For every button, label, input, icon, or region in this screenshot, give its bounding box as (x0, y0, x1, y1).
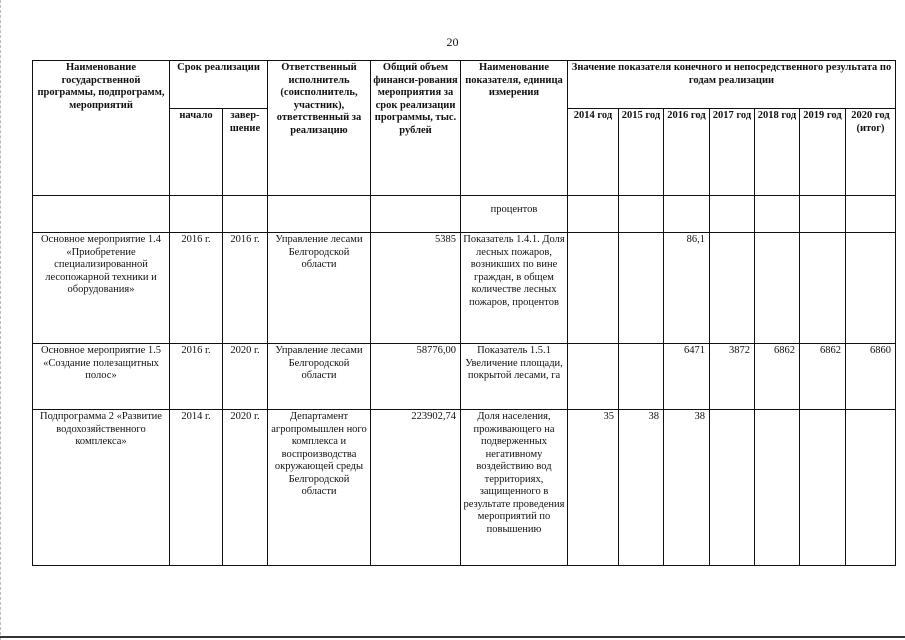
header-values-title: Значение показателя конечного и непосредственного результата по годам реализации (568, 61, 896, 109)
header-period-start: начало (170, 109, 223, 196)
row-name: Основное мероприятие 1.4 «Приобретение специализированной лесопожарной техники и оборудования» (33, 233, 170, 344)
row-value-2014: 35 (568, 410, 619, 566)
row-responsible: Департамент агропромышлен ного комплекса и воспроизводства окружающей среды Белгородской области (268, 410, 371, 566)
row-value-2020 (846, 233, 896, 344)
table-row (33, 196, 896, 233)
table-row (33, 410, 896, 566)
row-start: 2014 г. (170, 410, 223, 566)
row-start (170, 196, 223, 233)
row-value-2016: 86,1 (664, 233, 710, 344)
header-period: Срок реализации (170, 61, 268, 109)
header-financing: Общий объем финанси-рования мероприятия за срок реализации программы, тыс. рублей (371, 61, 461, 196)
row-name: Подпрограмма 2 «Развитие водохозяйственного комплекса» (33, 410, 170, 566)
row-value-2017: 3872 (710, 344, 755, 410)
row-name (33, 196, 170, 233)
header-row-1 (33, 61, 896, 109)
row-value-2018 (755, 410, 800, 566)
row-value-2015: 38 (619, 410, 664, 566)
row-value-2018 (755, 233, 800, 344)
page-number: 20 (446, 35, 459, 49)
row-value-2020 (846, 410, 896, 566)
row-indicator: Доля населения, проживающего на подверженных негативному воздействию вод территориях, защищенного в результате проведения мероприятий по повышению (461, 410, 568, 566)
row-value-2015 (619, 344, 664, 410)
row-value-2018 (755, 196, 800, 233)
header-year-2015: 2015 год (619, 109, 664, 196)
header-year-2017: 2017 год (710, 109, 755, 196)
row-financing: 5385 (371, 233, 461, 344)
row-financing (371, 196, 461, 233)
row-responsible: Управление лесами Белгородской области (268, 233, 371, 344)
row-financing: 223902,74 (371, 410, 461, 566)
row-indicator: процентов (461, 196, 568, 233)
row-value-2018: 6862 (755, 344, 800, 410)
header-year-2014: 2014 год (568, 109, 619, 196)
row-end: 2016 г. (223, 233, 268, 344)
row-value-2019 (800, 196, 846, 233)
header-program-name: Наименование государственной программы, подпрограмм, мероприятий (33, 61, 170, 196)
header-responsible: Ответственный исполнитель (соисполнитель, участник), ответственный за реализацию (268, 61, 371, 196)
row-value-2014 (568, 344, 619, 410)
row-responsible: Управление лесами Белгородской области (268, 344, 371, 410)
row-value-2019: 6862 (800, 344, 846, 410)
table-row (33, 344, 896, 410)
row-value-2016: 38 (664, 410, 710, 566)
row-responsible (268, 196, 371, 233)
row-value-2017 (710, 410, 755, 566)
scan-edge-bottom (0, 636, 905, 638)
header-year-2016: 2016 год (664, 109, 710, 196)
row-value-2017 (710, 233, 755, 344)
header-indicator: Наименование показателя, единица измерения (461, 61, 568, 196)
row-value-2019 (800, 233, 846, 344)
row-value-2019 (800, 410, 846, 566)
program-table (32, 60, 896, 566)
row-value-2015 (619, 196, 664, 233)
row-end: 2020 г. (223, 344, 268, 410)
header-year-2018: 2018 год (755, 109, 800, 196)
row-indicator: Показатель 1.4.1. Доля лесных пожаров, возникших по вине граждан, в общем количестве лесных пожаров, процентов (461, 233, 568, 344)
row-value-2015 (619, 233, 664, 344)
header-year-2020: 2020 год (итог) (846, 109, 896, 196)
row-value-2016 (664, 196, 710, 233)
row-end: 2020 г. (223, 410, 268, 566)
row-value-2016: 6471 (664, 344, 710, 410)
row-start: 2016 г. (170, 344, 223, 410)
scan-edge-left (0, 0, 4, 640)
header-year-2019: 2019 год (800, 109, 846, 196)
table-row (33, 233, 896, 344)
row-value-2014 (568, 233, 619, 344)
row-value-2017 (710, 196, 755, 233)
row-indicator: Показатель 1.5.1 Увеличение площади, покрытой лесами, га (461, 344, 568, 410)
row-value-2020: 6860 (846, 344, 896, 410)
row-financing: 58776,00 (371, 344, 461, 410)
row-name: Основное мероприятие 1.5 «Создание полезащитных полос» (33, 344, 170, 410)
row-start: 2016 г. (170, 233, 223, 344)
row-value-2014 (568, 196, 619, 233)
row-value-2020 (846, 196, 896, 233)
row-end (223, 196, 268, 233)
header-period-end: завер-шение (223, 109, 268, 196)
